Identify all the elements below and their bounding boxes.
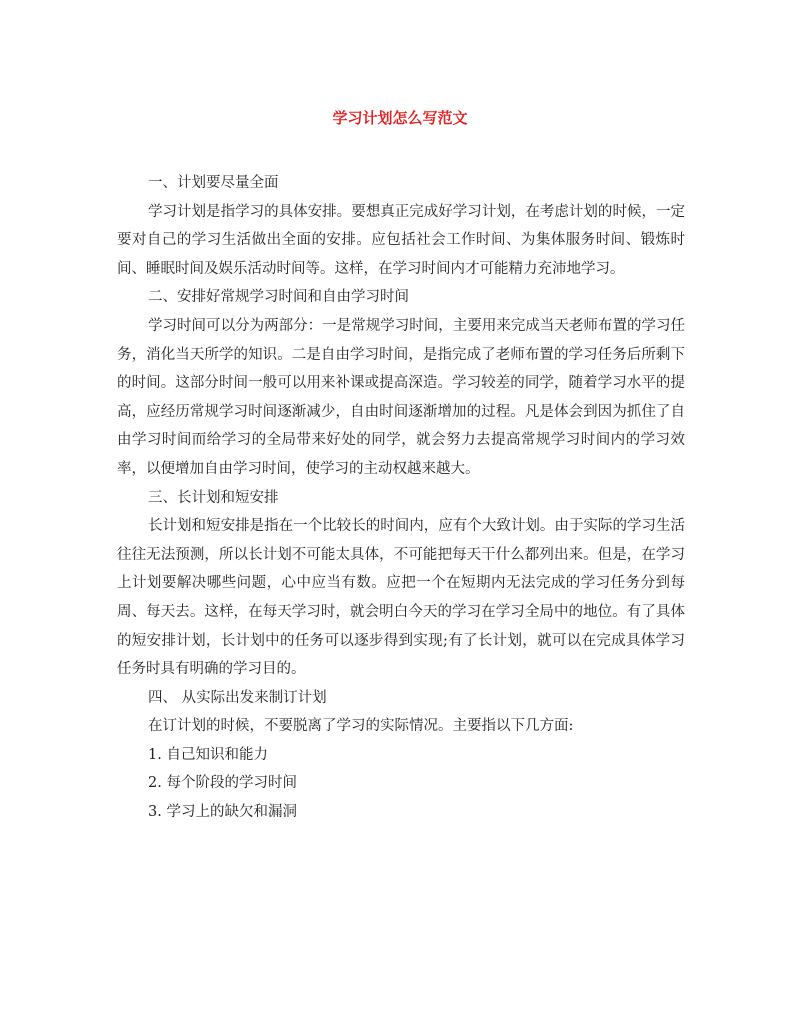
list-item: 2. 每个阶段的学习时间 — [148, 775, 297, 792]
section-paragraph-2: 学习时间可以分为两部分：一是常规学习时间，主要用来完成当天老师布置的学习任务，消化当天所学的知识。二是自由学习时间，是指完成了老师布置的学习任务后所剩下的时间。这部分时间一般可以用来补课或提高深造。学习较差的同学，随着学习水平的提高，应经历常规学习时间逐渐减少，自由时间逐渐增加的过程。凡是体会到因为抓住了自由学习时间而给学习的全局带来好处的同学，就会努力去提高常规学习时间内的学习效率，以便增加自由学习时间，使学习的主动权越来越大。 — [117, 317, 685, 477]
section-paragraph-3: 长计划和短安排是指在一个比较长的时间内，应有个大致计划。由于实际的学习生活往往无法预测，所以长计划不可能太具体，不可能把每天干什么都列出来。但是，在学习上计划要解决哪些问题，心中应当有数。应把一个在短期内无法完成的学习任务分到每周、每天去。这样，在每天学习时，就会明白今天的学习在学习全局中的地位。有了具体的短安排计划，长计划中的任务可以逐步得到实现;有了长计划，就可以在完成具体学习任务时具有明确的学习目的。 — [117, 518, 685, 678]
list-item: 3. 学习上的缺欠和漏洞 — [148, 804, 297, 821]
document-body — [117, 169, 685, 827]
list-item: 1. 自己知识和能力 — [148, 746, 268, 763]
section-heading-4: 四、 从实际出发来制订计划 — [148, 689, 327, 706]
document-title: 学习计划怎么写范文 — [332, 109, 468, 127]
section-paragraph-4: 在订计划的时候，不要脱离了学习的实际情况。主要指以下几方面: — [148, 718, 574, 735]
section-heading-2: 二、安排好常规学习时间和自由学习时间 — [148, 289, 409, 306]
section-heading-3: 三、长计划和短安排 — [148, 489, 279, 506]
section-paragraph-1: 学习计划是指学习的具体安排。要想真正完成好学习计划，在考虑计划的时候，一定要对自己的学习生活做出全面的安排。应包括社会工作时间、为集体服务时间、锻炼时间、睡眠时间及娱乐活动时间等。这样，在学习时间内才可能精力充沛地学习。 — [117, 203, 685, 277]
section-heading-1: 一、计划要尽量全面 — [148, 175, 279, 191]
